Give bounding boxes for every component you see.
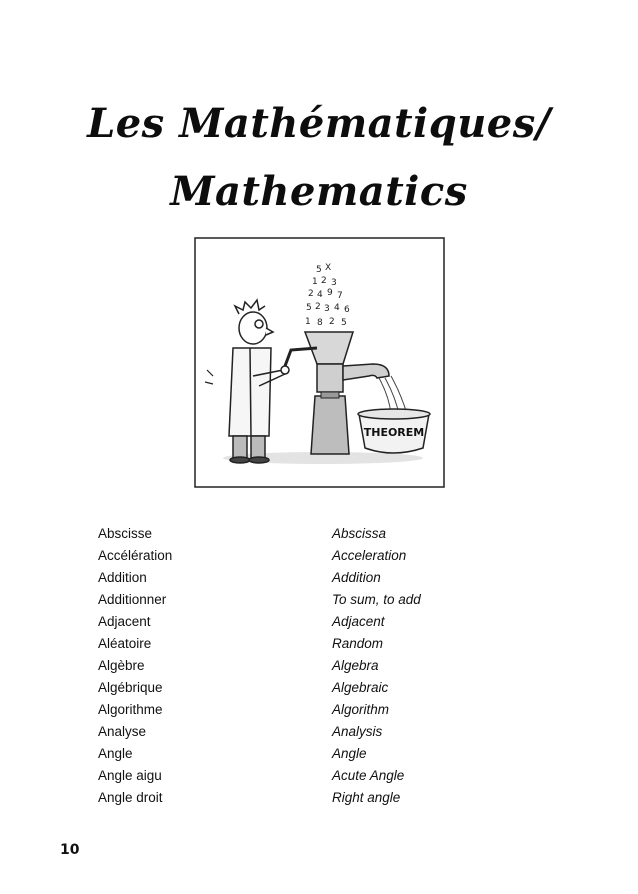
french-term: Adjacent (98, 614, 151, 629)
french-term: Algébrique (98, 680, 163, 695)
vocabulary-row (98, 523, 518, 545)
vocabulary-row (98, 545, 518, 567)
svg-text:3: 3 (324, 304, 330, 314)
english-term: Adjacent (332, 614, 385, 629)
vocabulary-row (98, 611, 518, 633)
page-number: 10 (60, 842, 80, 858)
svg-text:9: 9 (327, 288, 333, 298)
vocabulary-row (98, 633, 518, 655)
theorem-label: THEOREM (363, 426, 425, 439)
svg-text:4: 4 (334, 303, 340, 313)
french-term: Angle (98, 746, 133, 761)
svg-text:2: 2 (329, 317, 335, 327)
english-term: To sum, to add (332, 592, 421, 607)
english-term: Analysis (332, 724, 383, 739)
page-title-english: Mathematics (170, 168, 468, 215)
french-term: Algèbre (98, 658, 145, 673)
svg-text:1: 1 (305, 317, 311, 327)
vocabulary-row (98, 787, 518, 809)
theorem-machine-illustration (193, 236, 446, 489)
svg-text:2: 2 (308, 289, 314, 299)
svg-text:1: 1 (312, 277, 318, 287)
english-term: Algebraic (332, 680, 389, 695)
english-term: Right angle (332, 790, 401, 805)
french-term: Aléatoire (98, 636, 152, 651)
english-term: Acute Angle (332, 768, 405, 783)
svg-text:3: 3 (331, 278, 337, 288)
vocabulary-row (98, 589, 518, 611)
french-term: Angle droit (98, 790, 163, 805)
english-term: Abscissa (332, 526, 387, 541)
english-term: Addition (332, 570, 381, 585)
vocabulary-row (98, 567, 518, 589)
french-term: Additionner (98, 592, 167, 607)
svg-text:5: 5 (306, 303, 312, 313)
vocabulary-row (98, 721, 518, 743)
french-term: Analyse (98, 724, 147, 739)
french-term: Algorithme (98, 702, 163, 717)
english-term: Algorithm (332, 702, 390, 717)
vocabulary-row (98, 677, 518, 699)
svg-text:2: 2 (321, 276, 327, 286)
svg-text:2: 2 (315, 302, 321, 312)
english-term: Angle (332, 746, 367, 761)
svg-text:8: 8 (317, 318, 323, 328)
machine-stand (311, 396, 349, 454)
french-term: Addition (98, 570, 147, 585)
svg-text:5: 5 (341, 318, 347, 328)
vocabulary-row (98, 699, 518, 721)
french-term: Accélération (98, 548, 173, 563)
svg-text:7: 7 (337, 291, 343, 301)
svg-text:4: 4 (317, 290, 323, 300)
vocabulary-row (98, 743, 518, 765)
vocabulary-list (98, 523, 518, 809)
svg-text:X: X (325, 263, 332, 273)
vocabulary-row (98, 765, 518, 787)
french-term: Abscisse (98, 526, 153, 541)
machine-body (317, 364, 343, 392)
svg-text:5: 5 (316, 265, 322, 275)
page-title-french: Les Mathématiques/ (87, 100, 551, 147)
english-term: Random (332, 636, 384, 651)
french-term: Angle aigu (98, 768, 162, 783)
svg-text:6: 6 (344, 305, 350, 315)
english-term: Acceleration (332, 548, 407, 563)
vocabulary-row (98, 655, 518, 677)
english-term: Algebra (332, 658, 379, 673)
